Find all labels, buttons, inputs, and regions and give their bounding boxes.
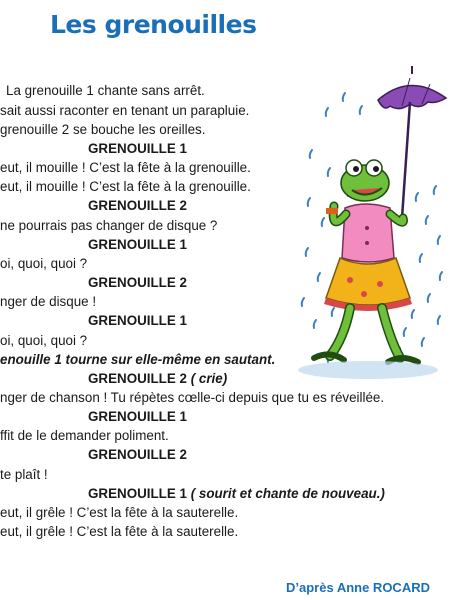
frog-umbrella-illustration: [290, 58, 450, 393]
umbrella-icon: [378, 66, 446, 218]
text-line: oi, quoi, quoi ?: [0, 333, 88, 348]
text-line: eut, il mouille ! C’est la fête à la grenouille.: [0, 179, 251, 194]
speaker-heading: GRENOUILLE 2: [88, 198, 187, 213]
frog-icon: [314, 160, 418, 362]
text-line: eut, il grêle ! C’est la fête à la sauterelle.: [0, 505, 239, 520]
author-credit: D’après Anne ROCARD: [286, 580, 430, 595]
text-line: ffit de le demander poliment.: [0, 428, 169, 443]
text-line: nger de chanson ! Tu répètes cœlle-ci depuis que tu es réveillée.: [0, 390, 385, 405]
stage-direction: ( crie): [190, 371, 228, 386]
text-line: eut, il mouille ! C’est la fête à la grenouille.: [0, 160, 251, 175]
text-line: eut, il grêle ! C’est la fête à la sauterelle.: [0, 524, 239, 539]
speaker-heading: GRENOUILLE 1: [88, 409, 187, 424]
speaker-heading: GRENOUILLE 1: [88, 237, 187, 252]
text-line: te plaît !: [0, 467, 48, 482]
speaker-heading: GRENOUILLE 2: [88, 275, 187, 290]
speaker-heading: GRENOUILLE 2: [88, 447, 187, 462]
text-line: ne pourrais pas changer de disque ?: [0, 218, 218, 233]
page-title: Les grenouilles: [50, 10, 257, 39]
stage-direction: enouille 1 tourne sur elle-même en sautant.: [0, 352, 276, 367]
speaker-heading: [88, 486, 385, 502]
speaker-heading: GRENOUILLE 1: [88, 313, 187, 328]
text-line: grenouille 2 se bouche les oreilles.: [0, 122, 206, 137]
text-line: nger de disque !: [0, 294, 97, 309]
text-line: sait aussi raconter en tenant un parapluie.: [0, 103, 250, 118]
text-line: oi, quoi, quoi ?: [0, 256, 88, 271]
text-line: La grenouille 1 chante sans arrêt.: [6, 83, 205, 98]
puddle-icon: [298, 361, 438, 379]
speaker-heading: GRENOUILLE 1: [88, 141, 187, 156]
speaker-name: GRENOUILLE 2: [88, 371, 187, 386]
speaker-heading: [88, 371, 227, 387]
stage-direction: ( sourit et chante de nouveau.): [190, 486, 385, 501]
speaker-name: GRENOUILLE 1: [88, 486, 187, 501]
